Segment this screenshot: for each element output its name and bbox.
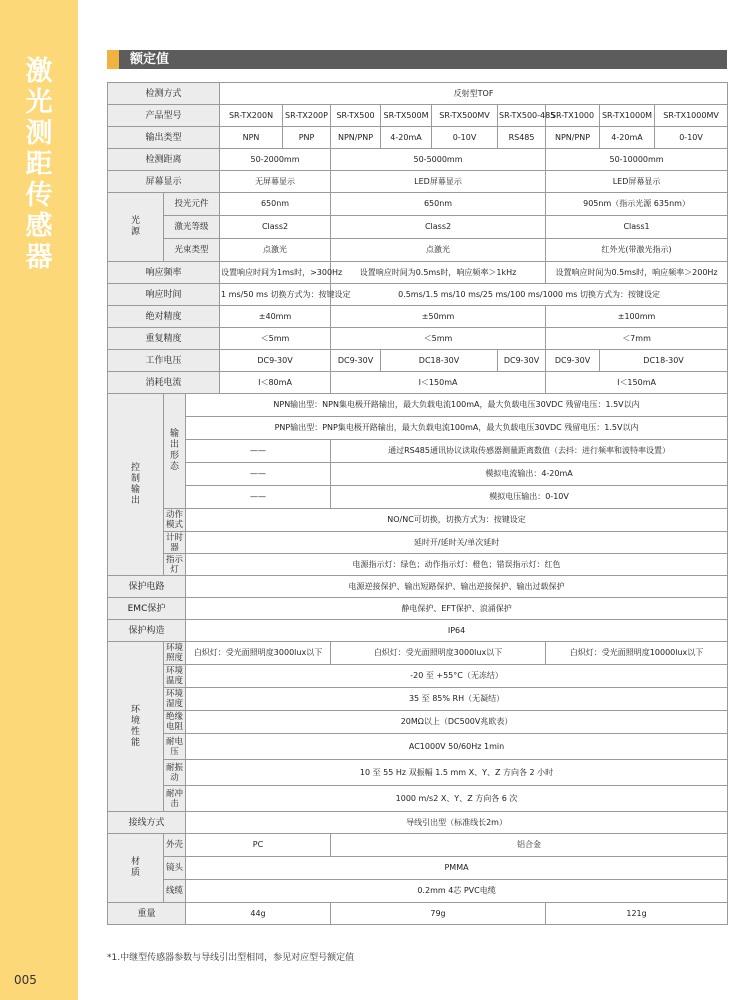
output-type-cell: PNP: [283, 127, 331, 149]
label-detect-method: 检测方式: [108, 83, 220, 105]
laser-class-cell: Class2: [331, 216, 546, 239]
laser-class-cell: Class2: [220, 216, 331, 239]
row-pnp-output: [108, 417, 728, 440]
label-shock: 耐冲击: [164, 786, 186, 812]
output-type-cell: 0-10V: [655, 127, 728, 149]
cable-cell: 0.2mm 4芯 PVC电缆: [186, 880, 728, 903]
label-light-source: 光源: [108, 193, 164, 262]
row-timer: [108, 532, 728, 554]
label-timer: 计时器: [164, 532, 186, 554]
output-type-cell: RS485: [498, 127, 546, 149]
rs485-output-cell: 通过RS485通讯协议读取传感器测量距离数值（去抖：进行频率和波特率设置）: [331, 440, 728, 463]
row-models: [108, 105, 728, 127]
label-structure: 保护构造: [108, 620, 186, 642]
emitter-cell: 650nm: [331, 193, 546, 216]
repeatability-cell: ＜5mm: [220, 328, 331, 350]
row-indicator: [108, 554, 728, 576]
distance-cell: 50-10000mm: [546, 149, 728, 171]
temperature-cell: -20 至 +55°C（无冻结）: [186, 665, 728, 688]
npn-output-cell: NPN输出型：NPN集电极开路输出，最大负载电流100mA，最大负载电压30VDC 残留电压：1.5V以内: [186, 394, 728, 417]
voltage-cell: DC9-30V: [331, 350, 381, 372]
dash-cell: ——: [186, 463, 331, 486]
label-environment: 环境性能: [108, 642, 164, 812]
row-emitter: [108, 193, 728, 216]
dash-cell: ——: [186, 440, 331, 463]
label-output-type: 输出类型: [108, 127, 220, 149]
humidity-cell: 35 至 85% RH（无凝结）: [186, 688, 728, 711]
vibration-cell: 10 至 55 Hz 双振幅 1.5 mm X、Y、Z 方向各 2 小时: [186, 760, 728, 786]
value-detect-method: 反射型TOF: [220, 83, 728, 105]
accuracy-cell: ±50mm: [331, 306, 546, 328]
distance-cell: 50-5000mm: [331, 149, 546, 171]
accuracy-cell: ±100mm: [546, 306, 728, 328]
output-type-cell: 0-10V: [432, 127, 498, 149]
row-illuminance: [108, 642, 728, 665]
housing-cell: 铝合金: [331, 834, 728, 857]
label-lens: 镜头: [164, 857, 186, 880]
lens-cell: PMMA: [186, 857, 728, 880]
laser-class-cell: Class1: [546, 216, 728, 239]
distance-cell: 50-2000mm: [220, 149, 331, 171]
label-temperature: 环境温度: [164, 665, 186, 688]
label-withstand: 耐电压: [164, 734, 186, 760]
beam-type-cell: 红外光(带激光指示): [546, 239, 728, 262]
voltage-output-cell: 模拟电压输出：0-10V: [331, 486, 728, 509]
response-time-cell: 0.5ms/1.5 ms/10 ms/25 ms/100 ms/1000 ms 切换方式为：按键设定: [331, 284, 728, 306]
label-emc: EMC保护: [108, 598, 186, 620]
repeatability-cell: ＜5mm: [331, 328, 546, 350]
row-protection-circuit: [108, 576, 728, 598]
label-control-output: 控制输出: [108, 394, 164, 576]
label-weight: 重量: [108, 903, 186, 925]
output-type-cell: 4-20mA: [600, 127, 655, 149]
accuracy-cell: ±40mm: [220, 306, 331, 328]
model-cell: SR-TX500-485: [498, 105, 546, 127]
label-insulation: 绝缘电阻: [164, 711, 186, 734]
label-display: 屏幕显示: [108, 171, 220, 193]
beam-type-cell: 点激光: [331, 239, 546, 262]
label-accuracy: 绝对精度: [108, 306, 220, 328]
label-response-time: 响应时间: [108, 284, 220, 306]
label-action-mode: 动作模式: [164, 509, 186, 532]
row-insulation: [108, 711, 728, 734]
label-material: 材质: [108, 834, 164, 903]
row-vibration: [108, 760, 728, 786]
voltage-cell: DC18-30V: [600, 350, 728, 372]
response-time-cell: 1 ms/50 ms 切换方式为：按键设定: [220, 284, 331, 306]
output-type-cell: NPN: [220, 127, 283, 149]
shock-cell: 1000 m/s2 X、Y、Z 方向各 6 次: [186, 786, 728, 812]
housing-cell: PC: [186, 834, 331, 857]
label-repeatability: 重复精度: [108, 328, 220, 350]
label-cable: 线缆: [164, 880, 186, 903]
wiring-cell: 导线引出型（标准线长2m）: [186, 812, 728, 834]
model-cell: SR-TX1000M: [600, 105, 655, 127]
response-freq-cell: 设置响应时间为0.5ms时，响应频率＞1kHz: [331, 262, 546, 284]
label-protection-circuit: 保护电路: [108, 576, 186, 598]
weight-cell: 121g: [546, 903, 728, 925]
response-freq-cell: 设置响应时间为0.5ms时，响应频率＞200Hz: [546, 262, 728, 284]
emitter-cell: 905nm（指示光源 635nm）: [546, 193, 728, 216]
section-header: [107, 50, 727, 69]
label-beam-type: 光束类型: [164, 239, 220, 262]
row-response-freq: [108, 262, 728, 284]
section-title: 额定值: [130, 52, 170, 67]
row-structure: [108, 620, 728, 642]
row-rs485-output: [108, 440, 728, 463]
row-current: [108, 372, 728, 394]
row-lens: [108, 857, 728, 880]
row-output-type: [108, 127, 728, 149]
voltage-cell: DC9-30V: [546, 350, 600, 372]
label-response-freq: 响应频率: [108, 262, 220, 284]
page-number: 005: [14, 973, 37, 987]
section-header-marker: [107, 50, 119, 69]
current-cell: I＜150mA: [546, 372, 728, 394]
structure-cell: IP64: [186, 620, 728, 642]
weight-cell: 79g: [331, 903, 546, 925]
illuminance-cell: 白炽灯：受光面照明度10000lux以下: [546, 642, 728, 665]
row-voltage-output: [108, 486, 728, 509]
row-emc: [108, 598, 728, 620]
current-cell: I＜80mA: [220, 372, 331, 394]
label-output-form: 输出形态: [164, 394, 186, 509]
row-withstand: [108, 734, 728, 760]
row-housing: [108, 834, 728, 857]
action-mode-cell: NO/NC可切换，切换方式为：按键设定: [186, 509, 728, 532]
model-cell: SR-TX500MV: [432, 105, 498, 127]
row-temperature: [108, 665, 728, 688]
label-models: 产品型号: [108, 105, 220, 127]
response-freq-cell: 设置响应时间为1ms时，>300Hz: [220, 262, 331, 284]
footnote: *1.中继型传感器参数与导线引出型相同，参见对应型号额定值: [107, 953, 355, 963]
row-cable: [108, 880, 728, 903]
voltage-cell: DC9-30V: [498, 350, 546, 372]
row-response-time: [108, 284, 728, 306]
model-cell: SR-TX1000: [546, 105, 600, 127]
output-type-cell: 4-20mA: [381, 127, 432, 149]
voltage-cell: DC18-30V: [381, 350, 498, 372]
dash-cell: ——: [186, 486, 331, 509]
row-repeatability: [108, 328, 728, 350]
model-cell: SR-TX500: [331, 105, 381, 127]
illuminance-cell: 白炽灯：受光面照明度3000lux以下: [331, 642, 546, 665]
output-type-cell: NPN/PNP: [331, 127, 381, 149]
row-distance: [108, 149, 728, 171]
label-vibration: 耐振动: [164, 760, 186, 786]
emitter-cell: 650nm: [220, 193, 331, 216]
model-cell: SR-TX1000MV: [655, 105, 728, 127]
label-current: 消耗电流: [108, 372, 220, 394]
pnp-output-cell: PNP输出型：PNP集电极开路输出，最大负载电流100mA，最大负载电压30VDC 残留电压：1.5V以内: [186, 417, 728, 440]
weight-cell: 44g: [186, 903, 331, 925]
display-cell: 无屏幕显示: [220, 171, 331, 193]
voltage-cell: DC9-30V: [220, 350, 331, 372]
repeatability-cell: ＜7mm: [546, 328, 728, 350]
output-type-cell: NPN/PNP: [546, 127, 600, 149]
indicator-cell: 电源指示灯：绿色；动作指示灯：橙色；错误指示灯：红色: [186, 554, 728, 576]
row-action-mode: [108, 509, 728, 532]
display-cell: LED屏幕显示: [331, 171, 546, 193]
label-voltage: 工作电压: [108, 350, 220, 372]
withstand-cell: AC1000V 50/60Hz 1min: [186, 734, 728, 760]
label-humidity: 环境湿度: [164, 688, 186, 711]
spec-table: [107, 82, 728, 925]
label-illuminance: 环境照度: [164, 642, 186, 665]
row-humidity: [108, 688, 728, 711]
display-cell: LED屏幕显示: [546, 171, 728, 193]
row-npn-output: [108, 394, 728, 417]
row-display: [108, 171, 728, 193]
label-emitter: 投光元件: [164, 193, 220, 216]
label-indicator: 指示灯: [164, 554, 186, 576]
model-cell: SR-TX200N: [220, 105, 283, 127]
row-voltage: [108, 350, 728, 372]
illuminance-cell: 白炽灯：受光面照明度3000lux以下: [186, 642, 331, 665]
timer-cell: 延时开/延时关/单次延时: [186, 532, 728, 554]
label-laser-class: 激光等级: [164, 216, 220, 239]
label-distance: 检测距离: [108, 149, 220, 171]
row-laser-class: [108, 216, 728, 239]
row-shock: [108, 786, 728, 812]
protection-circuit-cell: 电源逆接保护、输出短路保护、输出逆接保护、输出过载保护: [186, 576, 728, 598]
row-wiring: [108, 812, 728, 834]
sidebar-title: 激光测距传感器: [25, 56, 53, 273]
beam-type-cell: 点激光: [220, 239, 331, 262]
model-cell: SR-TX200P: [283, 105, 331, 127]
row-accuracy: [108, 306, 728, 328]
label-housing: 外壳: [164, 834, 186, 857]
row-beam-type: [108, 239, 728, 262]
sidebar: [0, 0, 78, 1000]
emc-cell: 静电保护、EFT保护、浪涌保护: [186, 598, 728, 620]
current-cell: I＜150mA: [331, 372, 546, 394]
row-current-output: [108, 463, 728, 486]
label-wiring: 接线方式: [108, 812, 186, 834]
current-output-cell: 模拟电流输出：4-20mA: [331, 463, 728, 486]
model-cell: SR-TX500M: [381, 105, 432, 127]
insulation-cell: 20MΩ以上（DC500V兆欧表）: [186, 711, 728, 734]
row-detect-method: [108, 83, 728, 105]
row-weight: [108, 903, 728, 925]
